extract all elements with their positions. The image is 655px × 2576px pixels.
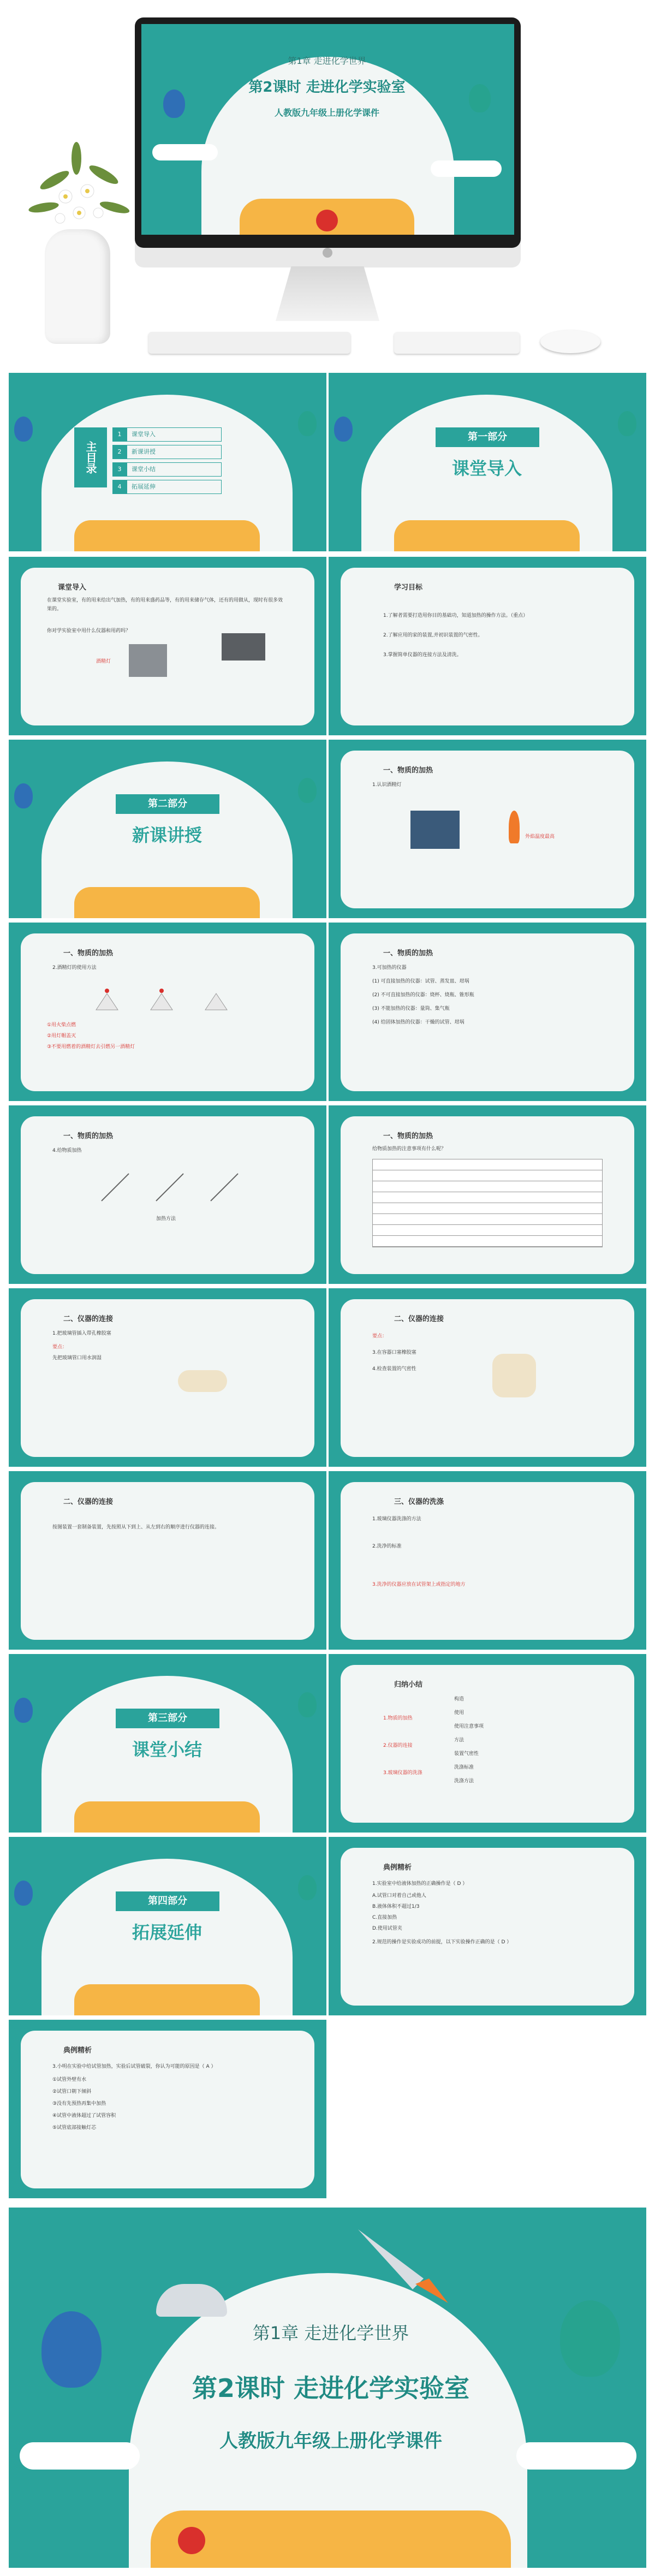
slide-title: 典例精析: [63, 2046, 92, 2055]
slide-title: 课堂导入: [58, 584, 87, 592]
hand-illustration: [178, 1370, 227, 1392]
cover-course: 人教版九年级上册化学课件: [219, 2430, 442, 2452]
cover-course: 人教版九年级上册化学课件: [274, 108, 379, 118]
slide-section-4: [9, 1837, 326, 2015]
slide-title: 三、仪器的洗涤: [394, 1498, 444, 1506]
slide-title: 归纳小结: [394, 1681, 423, 1689]
cover-lesson: 第2课时 走进化学实验室: [248, 79, 406, 96]
slide-title: 二、仪器的连接: [394, 1315, 444, 1323]
lab-photo: [129, 644, 167, 677]
book-decoration: [74, 1801, 260, 1833]
slide-heat-5: 一、物质的加热 给物质加热的注意事项有什么呢？: [329, 1105, 646, 1284]
hero-mockup: [0, 0, 655, 355]
lab-photo: [222, 633, 265, 661]
balloon-icon: [14, 1881, 33, 1906]
balloon-icon: [298, 1692, 317, 1717]
cover-chapter: 第1章 走进化学世界: [288, 56, 366, 66]
slide-heat-2: 一、物质的加热 2.酒精灯的使用方法 ①用火柴点燃 ②用灯帽盖灭 ③不要用燃着的酒精灯去引燃另一酒精灯: [9, 923, 326, 1101]
slide-title: 学习目标: [394, 584, 423, 592]
book-decoration: [74, 1984, 260, 2015]
section-part: 第三部分: [116, 1709, 219, 1728]
section-name: 课堂导入: [451, 458, 522, 479]
balloon-icon: [14, 1698, 33, 1723]
slide-title: 一、物质的加热: [383, 1132, 433, 1140]
slide-title: 典例精析: [383, 1864, 412, 1872]
section-name: 课堂小结: [132, 1739, 202, 1760]
badge-icon: [178, 2527, 205, 2554]
toc-list: [112, 427, 222, 494]
flame-icon: [509, 811, 520, 843]
book-decoration: [394, 520, 580, 551]
slide-question: 你对学实验室中用什么仪器和用药吗？: [47, 628, 131, 634]
slide-section-3: [9, 1654, 326, 1833]
cover-lesson: 第2课时 走进化学实验室: [192, 2373, 470, 2403]
balloon-icon: [163, 90, 185, 118]
hand-illustration: [492, 1354, 536, 1397]
book-decoration: [74, 887, 260, 918]
trackpad: [394, 332, 520, 354]
slide-heat-4: 一、物质的加热 4.给物质加热 加热方法: [9, 1105, 326, 1284]
balloon-icon: [560, 2300, 620, 2377]
toc-item[interactable]: 2 新课讲授: [112, 445, 222, 459]
slide-title: 二、仪器的连接: [63, 1315, 114, 1323]
slide-summary: 归纳小结 1.物质的加热 2.仪器的连接 3.玻璃仪器的洗涤 构造 使用 使用注意事项 方法 装置气密性 洗涤标准 洗涤方法: [329, 1654, 646, 1833]
toc-item[interactable]: 1 课堂导入: [112, 427, 222, 442]
slide-conn-1: 二、仪器的连接 1.把玻璃管插入带孔橡胶塞 要点： 先把玻璃管口用水润湿: [9, 1288, 326, 1467]
slide-section-2: [9, 740, 326, 918]
mouse: [540, 330, 600, 353]
slide-example-1: 典例精析 1.实验室中给液体加热的正确操作是（ D ） A.试管口对着自己或他人 B.液体体积不超过1/3 C.直接加热 D.使用试管夹 2.规范的操作是实验成功的前提，以下实验操作正确的是（ D ）: [329, 1837, 646, 2015]
book-decoration: [74, 520, 260, 551]
big-cover-slide: [9, 2208, 646, 2568]
slide-goals: 学习目标 1.了解者需要打造用你目的基础功，知道加热的操作方法。（重点） 2.了解应用的家的装置,并初识装置的气密性。 3.掌握简单仪器的连接方法及清洗。: [329, 557, 646, 735]
lab-photo: [410, 811, 460, 849]
balloon-icon: [618, 411, 636, 436]
monitor-stand: [276, 266, 379, 321]
balloon-icon: [41, 2311, 102, 2388]
slide-example-2: 典例精析 3.小明在实验中给试管加热，实验后试管破裂，你认为可能的原因是（ A ） ①试管外壁有水 ②试管口朝下倾斜 ③没有先预热再集中加热 ④试管中液体超过了试管容积 ⑤试管底部接触灯芯: [9, 2020, 326, 2198]
balloon-icon: [298, 778, 317, 803]
slide-title: 一、物质的加热: [383, 949, 433, 957]
rocket-decoration: [347, 2218, 451, 2306]
section-part: 第一部分: [436, 427, 539, 447]
slide-toc: [9, 373, 326, 551]
slide-heat-1: 一、物质的加热 1.认识酒精灯 外焰温度最高: [329, 740, 646, 918]
slide-title: 一、物质的加热: [63, 949, 114, 957]
section-name: 新课讲授: [132, 825, 202, 846]
slide-body: 在课堂实验室，有的用来给出气加热，有的用来盛药品等，有的用来储存气体，还有的用做从，现时有很多效果的。: [47, 598, 283, 612]
ufo-decoration: [156, 2284, 227, 2317]
balloon-icon: [469, 84, 491, 112]
slide-title: 一、物质的加热: [63, 1132, 114, 1140]
badge-icon: [316, 210, 338, 231]
slide-conn-2: 二、仪器的连接 要点： 3.在容器口塞橡胶塞 4.检查装置的气密性: [329, 1288, 646, 1467]
slide-conn-3: 二、仪器的连接 按图装置一套制备装置，先按照从下到上、从左到右的顺序进行仪器的连接。: [9, 1471, 326, 1650]
cover-chapter: 第1章 走进化学世界: [252, 2323, 409, 2343]
balloon-icon: [298, 411, 317, 436]
keyboard: [148, 332, 350, 354]
balloon-icon: [334, 417, 353, 442]
flower-vase-decoration: [22, 131, 136, 240]
image-label: 酒精灯: [96, 659, 111, 664]
lamp-illustrations: [85, 983, 249, 1015]
balloon-icon: [14, 417, 33, 442]
section-name: 拓展延伸: [132, 1922, 202, 1943]
toc-item[interactable]: 4 拓展延伸: [112, 480, 222, 494]
heating-illustration: [91, 1163, 254, 1206]
toc-title: 主目录: [74, 427, 107, 487]
notes-table: [372, 1159, 603, 1247]
slide-heat-3: 一、物质的加热 3.可加热的仪器 (1) 可直接加热的仪器：试管、蒸发皿、坩埚 (2) 不可直接加热的仪器：烧杯、烧瓶、锥形瓶 (3) 不能加热的仪器：量筒、集气瓶 (4) 给固体加热的仪器：干燥的试管、坩埚: [329, 923, 646, 1101]
monitor: [135, 17, 521, 248]
section-part: 第二部分: [116, 794, 219, 814]
monitor-screen: [141, 24, 514, 235]
section-part: 第四部分: [116, 1891, 219, 1911]
balloon-icon: [14, 783, 33, 808]
toc-item[interactable]: 3 课堂小结: [112, 462, 222, 477]
slide-section-1: [329, 373, 646, 551]
slide-title: 一、物质的加热: [383, 766, 433, 775]
slide-title: 二、仪器的连接: [63, 1498, 114, 1506]
slide-intro: [9, 557, 326, 735]
balloon-icon: [298, 1875, 317, 1900]
slide-wash: 三、仪器的洗涤 1.玻璃仪器洗涤的方法 2.洗净的标准 3.洗净的仪器应放在试管架上或指定的地方: [329, 1471, 646, 1650]
vase: [45, 229, 110, 344]
